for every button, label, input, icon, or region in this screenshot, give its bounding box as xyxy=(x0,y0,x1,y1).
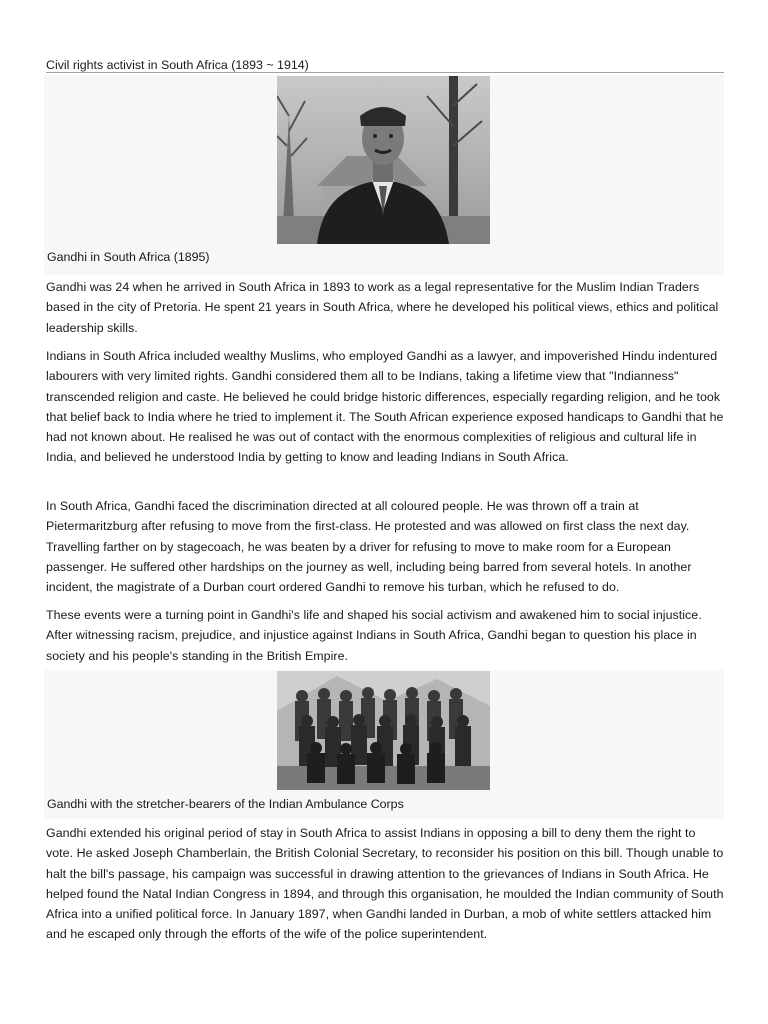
figure-group xyxy=(44,670,724,819)
portrait-photo xyxy=(277,76,490,244)
paragraph: Indians in South Africa included wealthy Muslims, who employed Gandhi as a lawyer, and impoverished Hindu indentured labourers with very limited rights. Gandhi considered them all to be Indians, taking a lifetime view that "Indianness" transcended religion and caste. He believed he could bridge historic differences, especially regarding religion, and he took that belief back to India where he tried to implement it. The South African experience exposed handicaps to Gandhi that he had not known about. He realised he was out of contact with the enormous complexities of religious and cultural life in India, and believed he understood India by getting to know and leading Indians in South Africa. xyxy=(46,349,724,465)
figure-caption: Gandhi in South Africa (1895) xyxy=(47,250,210,264)
paragraph: Gandhi extended his original period of stay in South Africa to assist Indians in opposing a bill to deny them the right to vote. He asked Joseph Chamberlain, the British Colonial Secretary, to reconsider his position on this bill. Though unable to halt the bill's passage, his campaign was successful in drawing attention to the grievances of Indians in South Africa. He helped found the Natal Indian Congress in 1894, and through this organisation, he moulded the Indian community of South Africa into a unified political force. In January 1897, when Gandhi landed in Durban, a mob of white settlers attacked him and he escaped only through the efforts of the wife of the police superintendent. xyxy=(46,826,724,942)
figure-portrait xyxy=(44,75,724,275)
section-heading: Civil rights activist in South Africa (1893 ~ 1914) xyxy=(46,58,724,73)
paragraph: Gandhi was 24 when he arrived in South Africa in 1893 to work as a legal representative for the Muslim Indian Traders based in the city of Pretoria. He spent 21 years in South Africa, where he developed his political views, ethics and political leadership skills. xyxy=(46,280,719,335)
group-photo xyxy=(277,671,490,790)
paragraph: These events were a turning point in Gandhi's life and shaped his social activism and awakened him to social injustice. After witnessing racism, prejudice, and injustice against Indians in South Africa, Gandhi began to question his place in society and his people's standing in the British Empire. xyxy=(46,608,702,663)
figure-caption: Gandhi with the stretcher-bearers of the Indian Ambulance Corps xyxy=(47,797,404,811)
paragraph: In South Africa, Gandhi faced the discrimination directed at all coloured people. He was thrown off a train at Pietermaritzburg after refusing to move from the first-class. He protested and was allowed on first class the next day. Travelling farther on by stagecoach, he was beaten by a driver for refusing to move to make room for a European passenger. He suffered other hardships on the journey as well, including being barred from several hotels. In another incident, the magistrate of a Durban court ordered Gandhi to remove his turban, which he refused to do. xyxy=(46,499,692,595)
